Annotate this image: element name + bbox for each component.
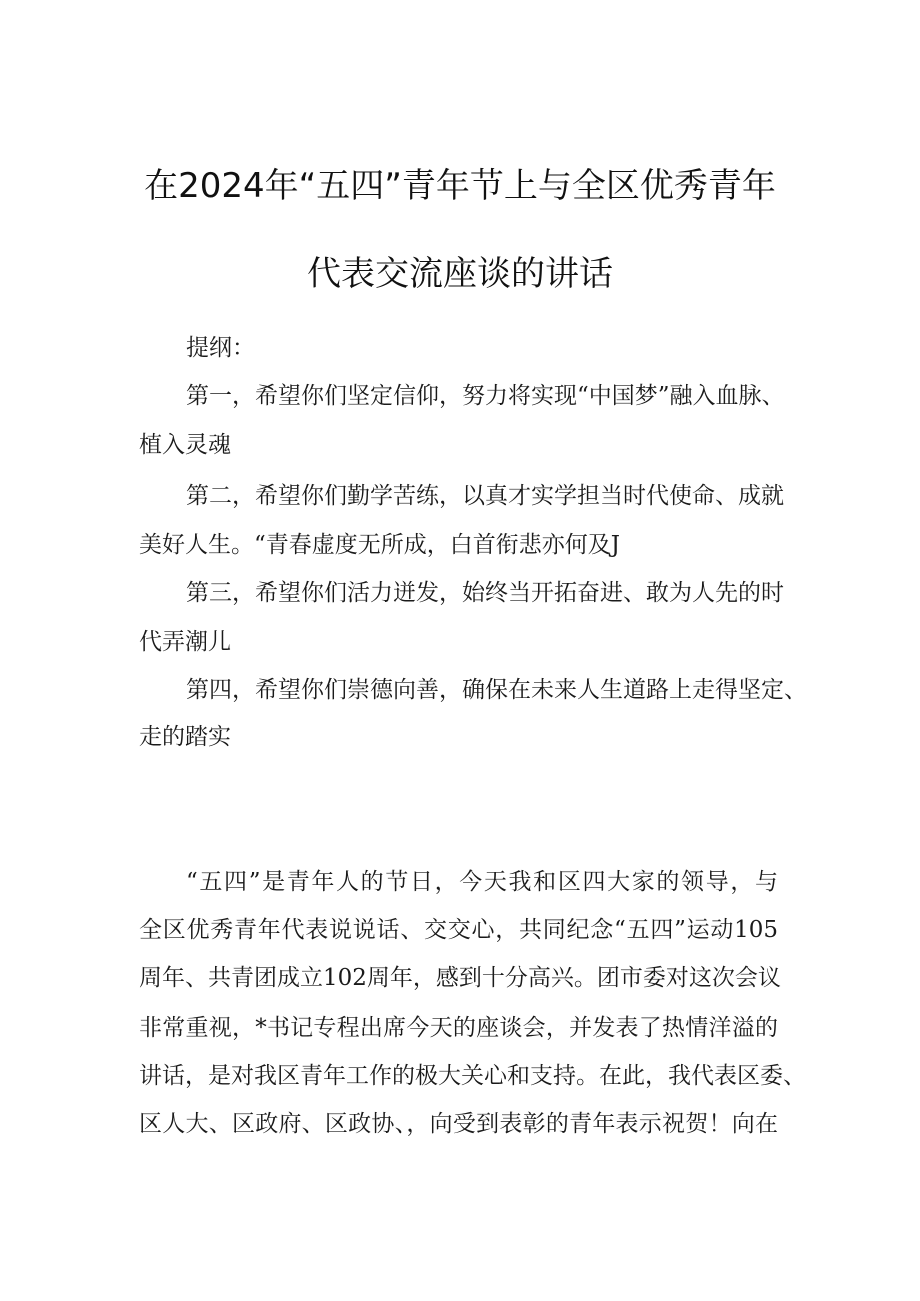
outline-line: 代弄潮儿 bbox=[139, 629, 231, 655]
document-title-line-2: 代表交流座谈的讲话 bbox=[307, 254, 613, 294]
body-line: 周年、共青团成立102周年，感到十分高兴。团市委对这次会议 bbox=[139, 965, 781, 991]
outline-label: 提纲： bbox=[186, 335, 255, 361]
outline-line: 走的踏实 bbox=[139, 724, 231, 750]
outline-line: 第四，希望你们崇德向善，确保在未来人生道路上走得坚定、 bbox=[186, 677, 807, 703]
body-line: 非常重视，*书记专程出席今天的座谈会，并发表了热情洋溢的 bbox=[139, 1015, 778, 1041]
body-line: 讲话，是对我区青年工作的极大关心和支持。在此，我代表区委、 bbox=[139, 1063, 806, 1089]
outline-line: 植入灵魂 bbox=[139, 432, 231, 458]
body-line: 区人大、区政府、区政协、，向受到表彰的青年表示祝贺！向在 bbox=[139, 1111, 778, 1137]
outline-line: 第一，希望你们坚定信仰，努力将实现“中国梦”融入血脉、 bbox=[186, 383, 785, 409]
outline-line: 第二，希望你们勤学苦练，以真才实学担当时代使命、成就 bbox=[186, 483, 784, 509]
outline-line: 第三，希望你们活力迸发，始终当开拓奋进、敢为人先的时 bbox=[186, 580, 784, 606]
document-title-line-1: 在2024年“五四”青年节上与全区优秀青年 bbox=[144, 166, 776, 206]
body-line: 全区优秀青年代表说说话、交交心，共同纪念“五四”运动105 bbox=[139, 917, 778, 943]
body-line: “五四”是青年人的节日，今天我和区四大家的领导，与 bbox=[186, 869, 778, 895]
outline-line: 美好人生。“青春虚度无所成，白首衔悲亦何及J bbox=[139, 532, 620, 558]
